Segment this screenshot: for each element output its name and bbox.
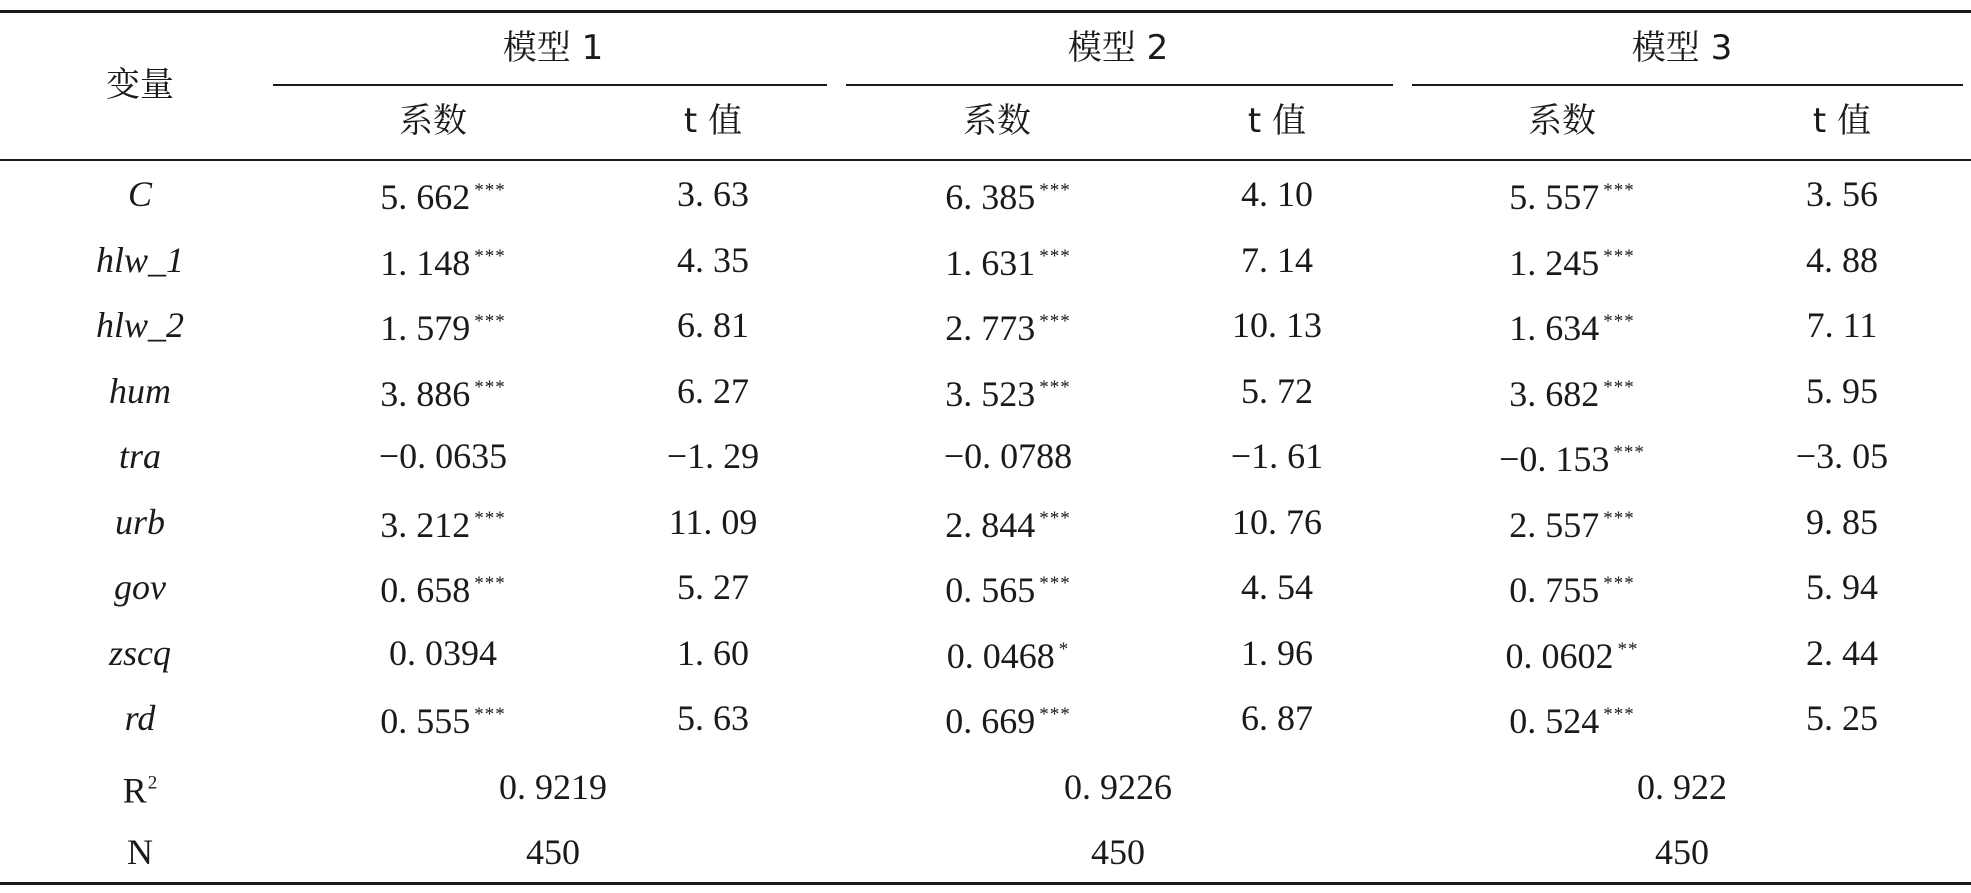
t-value-cell <box>1806 502 1878 542</box>
coef-cell <box>389 633 497 673</box>
cell-value: −0. 0788 <box>943 436 1073 476</box>
n-model-1: 450 <box>526 832 580 872</box>
cell-value: 5. 94 <box>1806 567 1878 607</box>
coef-cell <box>1506 630 1639 676</box>
variable-name: hlw_1 <box>95 239 185 280</box>
coef-cell <box>945 302 1071 348</box>
cell-value: 5. 63 <box>677 698 749 738</box>
r2-superscript: 2 <box>147 772 158 794</box>
cell-value: −1. 29 <box>666 436 760 476</box>
t-value-cell <box>1806 174 1878 214</box>
significance-stars: *** <box>1603 245 1635 267</box>
variable-name: gov <box>114 567 166 607</box>
cell-value: 6. 87 <box>1241 698 1313 738</box>
cell-value: 2. 557 <box>1509 504 1600 545</box>
t-value-cell <box>1806 633 1878 673</box>
cell-value: 0. 755 <box>1509 570 1600 610</box>
cell-value: 1. 579 <box>380 308 471 348</box>
coef-header-model-3: 系数 <box>1528 101 1596 141</box>
cell-value: −0. 153 <box>1499 439 1610 479</box>
header-rule <box>0 159 1971 161</box>
model-2-header: 模型 2 <box>1067 28 1169 68</box>
significance-stars: *** <box>474 311 506 332</box>
significance-stars: *** <box>1039 704 1071 725</box>
cell-value: 3. 63 <box>677 174 749 214</box>
coef-cell <box>380 237 506 283</box>
cell-value: 3. 886 <box>380 373 471 414</box>
cell-value: 2. 844 <box>945 504 1036 545</box>
cell-value: −0. 0635 <box>378 436 508 476</box>
coef-cell <box>945 695 1071 741</box>
cell-value: 5. 72 <box>1241 370 1313 411</box>
t-value-cell <box>1806 371 1878 411</box>
coef-header-model-1: 系数 <box>399 101 467 141</box>
coef-cell <box>945 237 1071 283</box>
coef-cell <box>1509 499 1635 545</box>
cell-value: 9. 85 <box>1806 501 1878 542</box>
variable-name: urb <box>114 501 166 542</box>
cell-value: 5. 95 <box>1806 370 1878 411</box>
t-value-cell <box>677 567 749 607</box>
coef-cell <box>1499 433 1645 479</box>
t-value-cell <box>1231 436 1323 476</box>
coef-cell <box>1509 171 1635 217</box>
significance-stars: *** <box>474 245 506 267</box>
r2-model-2: 0. 9226 <box>1064 767 1172 807</box>
cell-value: 10. 76 <box>1232 501 1322 542</box>
cell-value: 7. 11 <box>1806 305 1878 345</box>
cell-value: 2. 773 <box>945 308 1036 348</box>
coef-cell <box>380 564 506 610</box>
cell-value: −3. 05 <box>1795 436 1889 476</box>
cell-value: 0. 658 <box>380 570 471 610</box>
t-value-cell <box>677 698 749 738</box>
cell-value: 3. 682 <box>1509 373 1600 414</box>
significance-stars: *** <box>474 507 506 529</box>
cell-value: 0. 555 <box>380 701 471 741</box>
coef-cell <box>380 695 506 741</box>
model-3-underline <box>1412 84 1963 86</box>
cell-value: 1. 96 <box>1241 632 1313 673</box>
significance-stars: *** <box>474 573 506 594</box>
cell-value: 0. 0394 <box>389 632 497 673</box>
cell-value: 6. 81 <box>677 305 749 345</box>
coef-cell <box>945 171 1071 217</box>
cell-value: 0. 0468 <box>946 635 1055 676</box>
r2-label <box>123 764 158 811</box>
r2-model-3: 0. 922 <box>1637 767 1727 807</box>
cell-value: 1. 634 <box>1509 308 1600 348</box>
cell-value: 6. 385 <box>945 177 1036 217</box>
cell-value: 1. 631 <box>945 242 1036 283</box>
t-value-cell <box>1807 305 1878 345</box>
t-value-cell <box>677 371 749 411</box>
t-value-cell <box>669 502 758 542</box>
coef-cell <box>1509 695 1635 741</box>
t-value-cell <box>667 436 759 476</box>
significance-stars: *** <box>1039 573 1071 594</box>
t-value-cell <box>1241 371 1313 411</box>
significance-stars: * <box>1058 638 1070 660</box>
cell-value: 5. 557 <box>1509 177 1600 217</box>
variable-name: C <box>127 174 153 214</box>
coef-cell <box>947 630 1070 676</box>
significance-stars: *** <box>1039 507 1071 529</box>
coef-cell <box>944 436 1072 476</box>
t-value-cell <box>1232 305 1322 345</box>
cell-value: 0. 669 <box>945 701 1036 741</box>
variable-name: hum <box>109 370 171 411</box>
coef-cell <box>379 436 507 476</box>
cell-value: 3. 56 <box>1806 174 1878 214</box>
cell-value: 1. 245 <box>1509 242 1600 283</box>
t-value-cell <box>677 305 749 345</box>
cell-value: 3. 523 <box>945 373 1036 414</box>
variable-header: 变量 <box>106 65 174 105</box>
coef-cell <box>380 171 506 217</box>
significance-stars: *** <box>474 704 506 725</box>
cell-value: 5. 27 <box>677 567 749 607</box>
n-label: N <box>127 832 153 872</box>
cell-value: 0. 524 <box>1509 701 1600 741</box>
significance-stars: *** <box>1603 573 1635 594</box>
cell-value: 7. 14 <box>1241 239 1313 280</box>
significance-stars: *** <box>1039 376 1071 398</box>
t-value-cell <box>677 633 749 673</box>
n-model-2: 450 <box>1091 832 1145 872</box>
t-value-cell <box>1806 240 1878 280</box>
cell-value: 2. 44 <box>1806 632 1878 673</box>
cell-value: 5. 25 <box>1806 698 1878 738</box>
r2-model-1: 0. 9219 <box>499 767 607 807</box>
t-header-model-3: t 值 <box>1812 101 1872 141</box>
cell-value: 4. 10 <box>1241 174 1313 214</box>
significance-stars: *** <box>1613 442 1645 463</box>
coef-cell <box>1509 368 1635 414</box>
t-header-model-1: t 值 <box>683 101 743 141</box>
coef-cell <box>945 368 1071 414</box>
bottom-rule <box>0 882 1971 885</box>
t-value-cell <box>1806 567 1878 607</box>
cell-value: 11. 09 <box>668 501 758 542</box>
model-3-header: 模型 3 <box>1631 28 1733 68</box>
t-value-cell <box>1241 174 1313 214</box>
model-2-underline <box>846 84 1393 86</box>
cell-value: −1. 61 <box>1230 436 1324 476</box>
significance-stars: *** <box>1039 245 1071 267</box>
t-value-cell <box>1796 436 1888 476</box>
variable-name: tra <box>118 436 162 476</box>
model-1-header: 模型 1 <box>502 28 604 68</box>
coef-cell <box>1509 237 1635 283</box>
t-header-model-2: t 值 <box>1247 101 1307 141</box>
variable-name: rd <box>124 698 156 738</box>
significance-stars: ** <box>1617 638 1639 660</box>
coef-cell <box>945 564 1071 610</box>
coef-cell <box>380 368 506 414</box>
cell-value: 0. 0602 <box>1505 635 1614 676</box>
significance-stars: *** <box>1603 704 1635 725</box>
coef-cell <box>1509 302 1635 348</box>
cell-value: 0. 565 <box>945 570 1036 610</box>
t-value-cell <box>1241 240 1313 280</box>
significance-stars: *** <box>1603 180 1635 201</box>
r2-label-text: R <box>122 770 147 811</box>
t-value-cell <box>1241 698 1313 738</box>
cell-value: 1. 148 <box>380 242 471 283</box>
variable-name: zscq <box>109 632 171 673</box>
top-rule <box>0 10 1971 13</box>
coef-cell <box>945 499 1071 545</box>
cell-value: 4. 35 <box>677 239 749 280</box>
t-value-cell <box>1806 698 1878 738</box>
model-1-underline <box>273 84 827 86</box>
coef-cell <box>380 499 506 545</box>
t-value-cell <box>1241 567 1313 607</box>
variable-name: hlw_2 <box>95 305 185 345</box>
significance-stars: *** <box>1039 180 1071 201</box>
t-value-cell <box>1232 502 1322 542</box>
cell-value: 3. 212 <box>380 504 471 545</box>
cell-value: 1. 60 <box>677 632 749 673</box>
significance-stars: *** <box>1603 311 1635 332</box>
n-model-3: 450 <box>1655 832 1709 872</box>
cell-value: 4. 88 <box>1806 239 1878 280</box>
significance-stars: *** <box>1039 311 1071 332</box>
significance-stars: *** <box>1603 507 1635 529</box>
cell-value: 5. 662 <box>380 177 471 217</box>
coef-header-model-2: 系数 <box>963 101 1031 141</box>
cell-value: 4. 54 <box>1241 567 1313 607</box>
t-value-cell <box>677 240 749 280</box>
significance-stars: *** <box>1603 376 1635 398</box>
t-value-cell <box>677 174 749 214</box>
cell-value: 10. 13 <box>1232 305 1322 345</box>
significance-stars: *** <box>474 180 506 201</box>
cell-value: 6. 27 <box>677 370 749 411</box>
t-value-cell <box>1241 633 1313 673</box>
significance-stars: *** <box>474 376 506 398</box>
coef-cell <box>1509 564 1635 610</box>
coef-cell <box>380 302 506 348</box>
